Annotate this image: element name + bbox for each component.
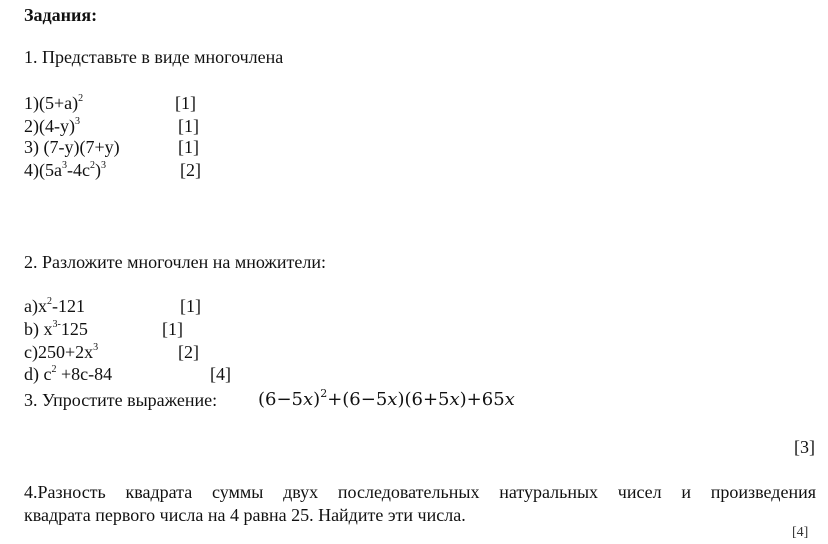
task4-text-line1: 4.Разность квадрата суммы двух последовательных натуральных чисел и произведения [24,482,816,502]
task1-item-3-mark: [1] [178,137,199,157]
task1-item-4: $4)(5a^3-4c^2)^3$ [24,160,106,180]
task1-item-2: $2)(4-y)^3$ [24,116,80,136]
task1-item-1-mark: [1] [175,93,196,113]
task3-mark: [3] [794,437,815,457]
task2-item-d: d) $c^2 +8c-84$ [24,364,113,384]
task3-title: 3. Упростите выражение: [24,390,218,410]
task2-item-c-mark: [2] [178,342,199,362]
page-heading: Задания: [24,5,98,25]
task2-item-a: $a)x^2-121$ [24,296,85,316]
task1-title: 1. Представьте в виде многочлена [24,47,284,67]
task1-item-3: 3) (7-y)(7+y) [24,137,120,157]
task3-expression: $(6-5x)^2+(6-5x)(6+5x)+65x$ [258,387,515,410]
task4-text-line2: квадрата первого числа на 4 равна 25. Найдите эти числа. [24,505,466,525]
task4-mark-cut: [4] [792,525,809,540]
task2-item-d-mark: [4] [210,364,231,384]
task2-item-c: $c)250+2x^3$ [24,342,99,362]
task2-title: 2. Разложите многочлен на множители: [24,252,326,272]
task2-item-b: b) $x^{3-}125$ [24,319,88,339]
task2-item-a-mark: [1] [180,296,201,316]
task1-item-4-mark: [2] [180,160,201,180]
task2-item-b-mark: [1] [162,319,183,339]
task1-item-1: $1)(5+a)^2$ [24,93,84,113]
task1-item-2-mark: [1] [178,116,199,136]
